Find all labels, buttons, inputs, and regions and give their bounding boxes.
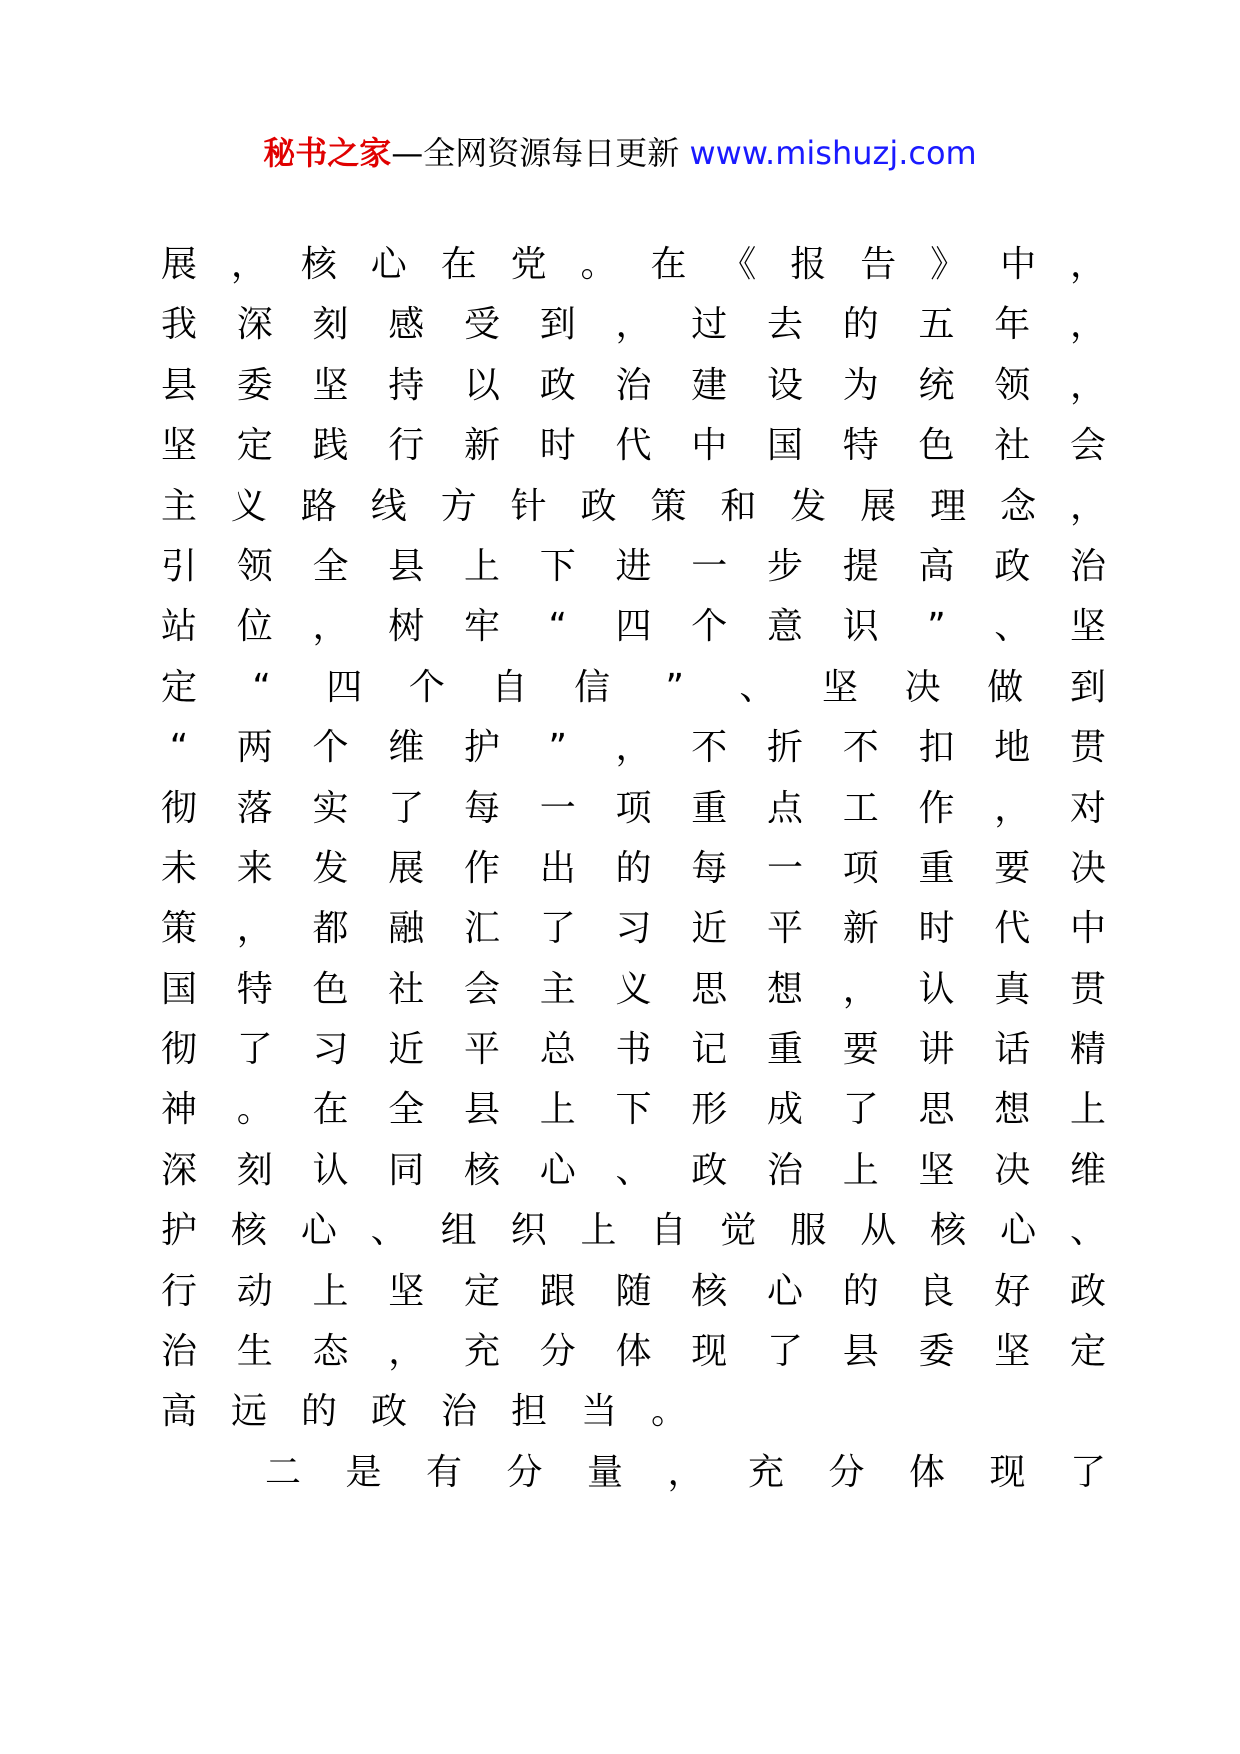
text-char: 树 — [388, 606, 425, 648]
text-char: 引 — [161, 545, 198, 587]
text-char: “ — [169, 727, 189, 769]
text-line-paragraph-end — [161, 1382, 1106, 1442]
text-char: 治 — [161, 1331, 198, 1373]
text-char: 地 — [994, 727, 1031, 769]
text-char: 项 — [842, 847, 879, 889]
text-char: 会 — [464, 968, 501, 1010]
text-char: 治 — [615, 364, 652, 406]
text-char: 核 — [300, 244, 337, 285]
text-char: 策 — [161, 908, 198, 950]
text-char: 感 — [388, 304, 425, 346]
text-char: 每 — [464, 787, 501, 829]
text-char: 动 — [236, 1270, 273, 1312]
text-char: 政 — [371, 1391, 408, 1433]
text-char: 领 — [236, 545, 273, 587]
text-char: 坚 — [388, 1270, 425, 1312]
text-char: 个 — [691, 606, 728, 648]
text-char: 行 — [388, 425, 425, 467]
text-char: 上 — [580, 1210, 617, 1252]
text-char: “ — [548, 606, 568, 648]
text-char: 委 — [918, 1331, 955, 1373]
header-brand: 秘书之家 — [263, 134, 392, 172]
text-char: 现 — [691, 1331, 728, 1373]
text-char: 站 — [161, 606, 198, 648]
text-char: 政 — [539, 364, 576, 406]
text-char: ， — [312, 606, 349, 648]
text-line — [161, 1080, 1106, 1140]
text-char: 。 — [236, 1089, 273, 1131]
text-char: 特 — [236, 968, 273, 1010]
text-char: 充 — [464, 1331, 501, 1373]
text-char: 国 — [161, 968, 198, 1010]
text-char: ， — [994, 787, 1031, 829]
text-char: 全 — [388, 1089, 425, 1131]
text-char: 上 — [842, 1149, 879, 1191]
text-char: 策 — [650, 485, 687, 527]
text-char: 彻 — [161, 1029, 198, 1071]
text-char: 告 — [860, 244, 897, 285]
text-char: 项 — [615, 787, 652, 829]
text-char: 认 — [312, 1149, 349, 1191]
text-char: ， — [615, 304, 652, 346]
page-header — [0, 128, 1240, 178]
text-line — [161, 597, 1106, 657]
text-char: 深 — [236, 304, 273, 346]
text-char: 深 — [161, 1149, 198, 1191]
text-char: 到 — [1069, 666, 1106, 708]
text-char: 重 — [918, 847, 955, 889]
text-line — [161, 477, 1106, 537]
text-char: ， — [1070, 304, 1107, 346]
text-char: 治 — [1070, 545, 1107, 587]
text-char: 的 — [615, 847, 652, 889]
text-char: 不 — [842, 727, 879, 769]
text-char: 分 — [539, 1331, 576, 1373]
text-char: 汇 — [464, 908, 501, 950]
text-char: 跟 — [539, 1270, 576, 1312]
text-char: 时 — [539, 425, 576, 467]
text-char: 线 — [370, 485, 407, 527]
text-char: 了 — [539, 908, 576, 950]
text-char: 从 — [860, 1210, 897, 1252]
text-char: 远 — [231, 1391, 268, 1433]
text-char: 决 — [904, 666, 941, 708]
text-char: 中 — [1000, 244, 1037, 285]
text-char: 体 — [615, 1331, 652, 1373]
text-char: 想 — [767, 968, 804, 1010]
text-char: 在 — [312, 1089, 349, 1131]
text-char: 高 — [918, 545, 955, 587]
text-char: 行 — [161, 1270, 198, 1312]
text-char: 理 — [930, 485, 967, 527]
text-char: ， — [1070, 364, 1107, 406]
text-char: 了 — [767, 1331, 804, 1373]
text-char: 近 — [388, 1029, 425, 1071]
text-char: 展 — [860, 485, 897, 527]
text-char: 未 — [161, 847, 198, 889]
text-char: 主 — [539, 968, 576, 1010]
text-char: 上 — [1070, 1089, 1107, 1131]
text-char: 社 — [388, 968, 425, 1010]
text-char: ， — [230, 244, 267, 285]
text-char: 对 — [1070, 787, 1107, 829]
text-char: 特 — [842, 425, 879, 467]
text-char: 坚 — [822, 666, 859, 708]
text-char: 了 — [842, 1089, 879, 1131]
text-char: 核 — [464, 1149, 501, 1191]
text-char: 政 — [1070, 1270, 1107, 1312]
text-char: 上 — [464, 545, 501, 587]
text-char: 定 — [1070, 1331, 1107, 1373]
text-char: 贯 — [1070, 727, 1107, 769]
text-char: 提 — [842, 545, 879, 587]
text-line — [161, 899, 1106, 959]
text-char: 习 — [615, 908, 652, 950]
text-char: 自 — [491, 666, 528, 708]
header-tagline: —全网资源每日更新 — [391, 134, 680, 172]
text-char: 过 — [691, 304, 728, 346]
text-char: 义 — [615, 968, 652, 1010]
text-char: 神 — [161, 1089, 198, 1131]
text-char: 扣 — [918, 727, 955, 769]
text-char: 国 — [767, 425, 804, 467]
text-char: 会 — [1070, 425, 1107, 467]
text-char: ， — [1069, 485, 1106, 527]
text-char: 中 — [691, 425, 728, 467]
text-char: 年 — [994, 304, 1031, 346]
text-char: 践 — [312, 425, 349, 467]
text-char: 上 — [312, 1270, 349, 1312]
text-char: 在 — [440, 244, 477, 285]
text-char: 个 — [312, 727, 349, 769]
text-char: 平 — [464, 1029, 501, 1071]
text-char: 好 — [994, 1270, 1031, 1312]
text-char: 义 — [230, 485, 267, 527]
text-char: 位 — [236, 606, 273, 648]
text-char: ， — [388, 1331, 425, 1373]
text-char: 展 — [388, 847, 425, 889]
text-char: 坚 — [161, 425, 198, 467]
text-char: 决 — [1070, 847, 1107, 889]
text-line-paragraph-start — [161, 1443, 1106, 1503]
text-char: 四 — [326, 666, 363, 708]
text-line — [161, 779, 1106, 839]
text-char: ” — [927, 606, 946, 648]
text-char: 定 — [464, 1270, 501, 1312]
text-char: 的 — [842, 1270, 879, 1312]
text-line — [161, 356, 1106, 416]
text-char: 持 — [388, 364, 425, 406]
text-char: 报 — [790, 244, 827, 285]
text-char: 统 — [918, 364, 955, 406]
text-char: 二 — [265, 1451, 302, 1493]
text-char: 有 — [426, 1451, 463, 1493]
text-line — [161, 295, 1106, 355]
text-char: 重 — [691, 787, 728, 829]
text-char: 每 — [691, 847, 728, 889]
text-char: 近 — [691, 908, 728, 950]
text-char: 担 — [511, 1391, 548, 1433]
text-char: 重 — [767, 1029, 804, 1071]
text-char: 进 — [615, 545, 652, 587]
text-char: 当 — [581, 1391, 618, 1433]
text-char: 维 — [388, 727, 425, 769]
text-char: 融 — [388, 908, 425, 950]
text-char: 核 — [230, 1210, 267, 1252]
text-char: 领 — [994, 364, 1031, 406]
text-char: 护 — [464, 727, 501, 769]
text-char: 了 — [236, 1029, 273, 1071]
text-char: ， — [1069, 244, 1106, 285]
text-char: 建 — [691, 364, 728, 406]
text-line — [161, 537, 1106, 597]
text-line — [161, 416, 1106, 476]
text-char: 精 — [1070, 1029, 1107, 1071]
text-char: 织 — [510, 1210, 547, 1252]
text-char: 一 — [767, 847, 804, 889]
text-char: 政 — [994, 545, 1031, 587]
text-char: 》 — [930, 244, 967, 285]
text-char: 心 — [539, 1149, 576, 1191]
text-char: 设 — [767, 364, 804, 406]
text-char: 护 — [161, 1210, 198, 1252]
text-char: 坚 — [1070, 606, 1107, 648]
text-char: 为 — [842, 364, 879, 406]
text-char: 坚 — [918, 1149, 955, 1191]
text-char: 在 — [650, 244, 687, 285]
text-char: 信 — [574, 666, 611, 708]
text-char: 政 — [691, 1149, 728, 1191]
text-char: 不 — [691, 727, 728, 769]
text-char: 核 — [691, 1270, 728, 1312]
text-char: 书 — [615, 1029, 652, 1071]
text-char: 思 — [691, 968, 728, 1010]
text-char: 、 — [370, 1210, 407, 1252]
text-char: 、 — [615, 1149, 652, 1191]
text-line — [161, 658, 1106, 718]
text-char: 现 — [989, 1451, 1026, 1493]
text-char: 心 — [370, 244, 407, 285]
text-char: 、 — [994, 606, 1031, 648]
text-char: 主 — [161, 485, 198, 527]
text-char: 色 — [918, 425, 955, 467]
text-char: 个 — [408, 666, 445, 708]
header-url-link[interactable]: www.mishuzj.com — [689, 134, 977, 172]
text-char: 成 — [767, 1089, 804, 1131]
text-char: 习 — [312, 1029, 349, 1071]
text-char: 治 — [441, 1391, 478, 1433]
text-char: 定 — [161, 666, 198, 708]
text-char: ， — [236, 908, 273, 950]
text-char: 体 — [909, 1451, 946, 1493]
text-char: 要 — [994, 847, 1031, 889]
text-char: 心 — [300, 1210, 337, 1252]
text-char: 意 — [767, 606, 804, 648]
text-char: 刻 — [312, 304, 349, 346]
text-char: 真 — [994, 968, 1031, 1010]
text-char: 实 — [312, 787, 349, 829]
text-char: 维 — [1070, 1149, 1107, 1191]
text-char: 、 — [739, 666, 776, 708]
text-line — [161, 1322, 1106, 1382]
text-char: 四 — [615, 606, 652, 648]
text-char: 步 — [767, 545, 804, 587]
text-char: 了 — [1070, 1451, 1107, 1493]
text-line — [161, 1262, 1106, 1322]
text-char: 服 — [790, 1210, 827, 1252]
text-char: 以 — [464, 364, 501, 406]
text-char: 社 — [994, 425, 1031, 467]
text-char: 《 — [720, 244, 757, 285]
text-line — [161, 235, 1106, 295]
text-char: 分 — [506, 1451, 543, 1493]
text-char: 两 — [236, 727, 273, 769]
text-char: 到 — [539, 304, 576, 346]
text-char: 讲 — [918, 1029, 955, 1071]
text-char: 随 — [615, 1270, 652, 1312]
text-char: 一 — [539, 787, 576, 829]
text-char: 政 — [580, 485, 617, 527]
text-char: 总 — [539, 1029, 576, 1071]
text-char: 发 — [312, 847, 349, 889]
text-char: 定 — [236, 425, 273, 467]
text-char: 代 — [615, 425, 652, 467]
text-char: 展 — [161, 244, 198, 285]
text-char: 作 — [918, 787, 955, 829]
text-char: 方 — [440, 485, 477, 527]
text-char: 决 — [994, 1149, 1031, 1191]
text-char: 心 — [767, 1270, 804, 1312]
text-char: 新 — [842, 908, 879, 950]
text-char: 彻 — [161, 787, 198, 829]
text-char: 委 — [236, 364, 273, 406]
text-char: 。 — [651, 1391, 688, 1433]
text-char: 全 — [312, 545, 349, 587]
text-char: 县 — [161, 364, 198, 406]
text-char: 要 — [842, 1029, 879, 1071]
text-char: 都 — [312, 908, 349, 950]
text-char: 县 — [842, 1331, 879, 1373]
text-char: 想 — [994, 1089, 1031, 1131]
text-char: 时 — [918, 908, 955, 950]
text-char: “ — [252, 666, 271, 708]
text-char: 党 — [510, 244, 547, 285]
text-char: 认 — [918, 968, 955, 1010]
text-char: 生 — [236, 1331, 273, 1373]
text-char: 、 — [1069, 1210, 1106, 1252]
text-char: 念 — [1000, 485, 1037, 527]
text-char: 我 — [161, 304, 198, 346]
text-char: 上 — [539, 1089, 576, 1131]
text-char: ， — [615, 727, 652, 769]
text-char: 牢 — [464, 606, 501, 648]
text-char: ， — [842, 968, 879, 1010]
text-char: 量 — [587, 1451, 624, 1493]
text-char: 下 — [615, 1089, 652, 1131]
text-char: 同 — [388, 1149, 425, 1191]
text-char: 贯 — [1070, 968, 1107, 1010]
text-char: 点 — [767, 787, 804, 829]
text-char: 是 — [345, 1451, 382, 1493]
text-char: 觉 — [720, 1210, 757, 1252]
text-char: 五 — [918, 304, 955, 346]
text-char: 治 — [767, 1149, 804, 1191]
text-char: 出 — [539, 847, 576, 889]
text-char: 工 — [842, 787, 879, 829]
text-char: 县 — [388, 545, 425, 587]
text-char: 。 — [580, 244, 617, 285]
text-char: 态 — [312, 1331, 349, 1373]
text-char: 识 — [842, 606, 879, 648]
text-char: 核 — [930, 1210, 967, 1252]
text-char: 的 — [842, 304, 879, 346]
text-char: 色 — [312, 968, 349, 1010]
text-char: ” — [665, 666, 685, 708]
text-char: 去 — [767, 304, 804, 346]
text-line — [161, 1201, 1106, 1261]
text-char: 分 — [828, 1451, 865, 1493]
text-char: 路 — [300, 485, 337, 527]
text-char: ” — [548, 727, 568, 769]
text-line — [161, 960, 1106, 1020]
text-char: 代 — [994, 908, 1031, 950]
text-char: 平 — [767, 908, 804, 950]
text-char: 做 — [987, 666, 1024, 708]
text-char: 心 — [1000, 1210, 1037, 1252]
text-char: 下 — [539, 545, 576, 587]
text-char: 县 — [464, 1089, 501, 1131]
text-char: ， — [667, 1451, 704, 1493]
text-char: 高 — [161, 1391, 198, 1433]
text-char: 新 — [464, 425, 501, 467]
text-char: 形 — [691, 1089, 728, 1131]
text-line — [161, 718, 1106, 778]
text-char: 记 — [691, 1029, 728, 1071]
text-char: 作 — [464, 847, 501, 889]
text-char: 针 — [510, 485, 547, 527]
text-char: 中 — [1070, 908, 1107, 950]
text-char: 刻 — [236, 1149, 273, 1191]
text-char: 折 — [767, 727, 804, 769]
text-char: 良 — [918, 1270, 955, 1312]
text-char: 来 — [236, 847, 273, 889]
text-line — [161, 1020, 1106, 1080]
document-body — [161, 235, 1106, 1503]
text-char: 坚 — [312, 364, 349, 406]
text-line — [161, 839, 1106, 899]
text-line — [161, 1141, 1106, 1201]
text-char: 思 — [918, 1089, 955, 1131]
text-char: 和 — [720, 485, 757, 527]
text-char: 落 — [236, 787, 273, 829]
text-char: 的 — [301, 1391, 338, 1433]
text-char: 自 — [650, 1210, 687, 1252]
text-char: 坚 — [994, 1331, 1031, 1373]
text-char: 了 — [388, 787, 425, 829]
text-char: 话 — [994, 1029, 1031, 1071]
text-char: 发 — [790, 485, 827, 527]
text-char: 组 — [440, 1210, 477, 1252]
text-char: 一 — [691, 545, 728, 587]
text-char: 充 — [748, 1451, 785, 1493]
text-char: 受 — [464, 304, 501, 346]
